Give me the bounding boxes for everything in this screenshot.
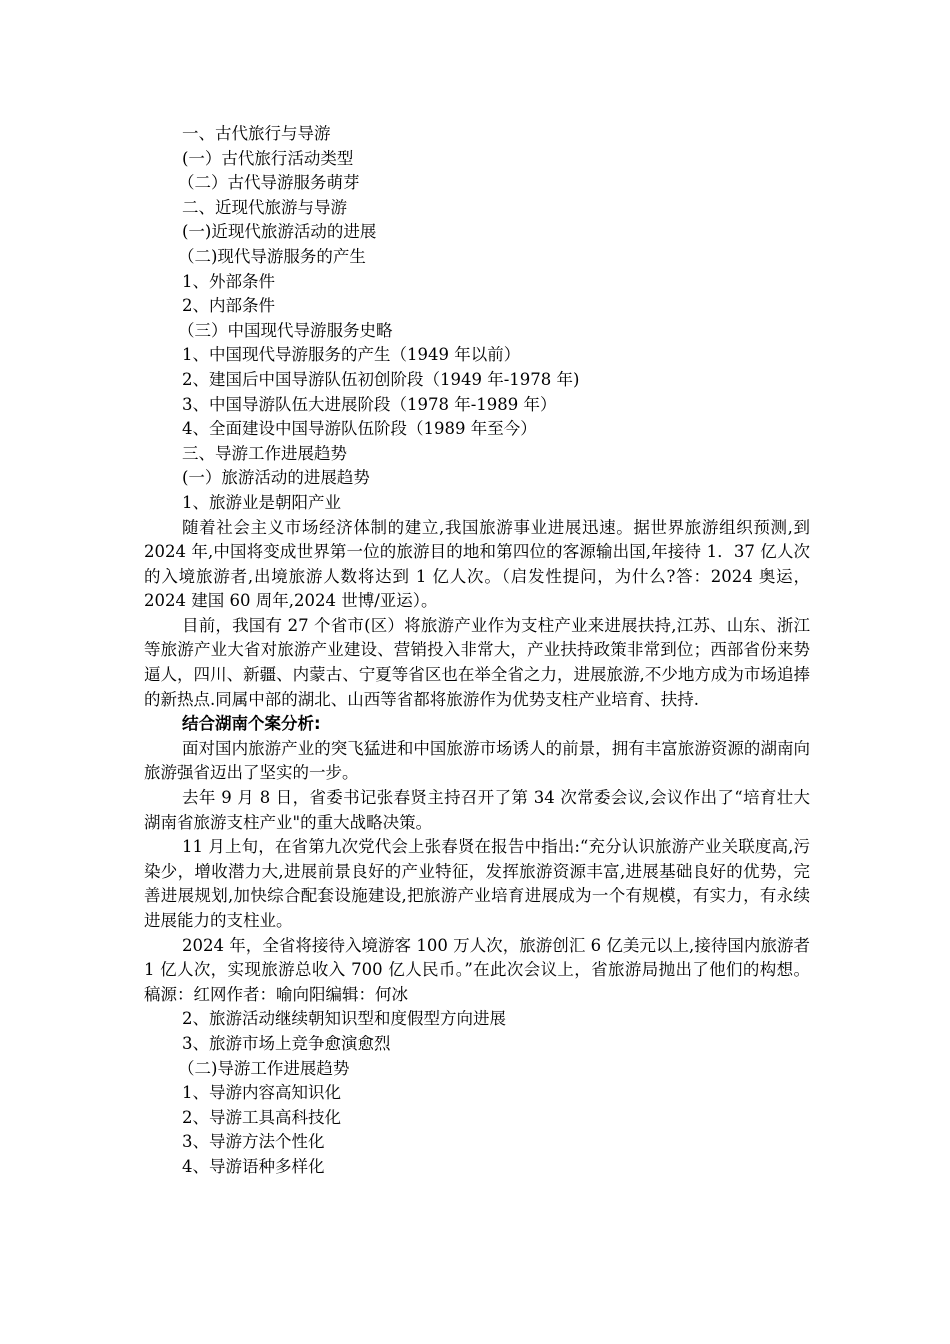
body-section-a [144, 516, 810, 713]
outline-line: （二)现代导游服务的产生 [178, 246, 366, 266]
outline-line: 1、旅游业是朝阳产业 [182, 492, 341, 512]
outline-line: 2、旅游活动继续朝知识型和度假型方向进展 [182, 1009, 506, 1029]
outline-line: 3、导游方法个性化 [182, 1132, 325, 1152]
outline-line: 1、中国现代导游服务的产生（1949 年以前） [182, 345, 521, 365]
outline-line: (一)近现代旅游活动的进展 [182, 222, 377, 242]
outline-line: 2、导游工具高科技化 [182, 1107, 341, 1127]
outline-line: (一）古代旅行活动类型 [182, 148, 354, 168]
body-paragraph: 面对国内旅游产业的突飞猛进和中国旅游市场诱人的前景，拥有丰富旅游资源的湖南向旅游强省迈出了坚实的一步。 [144, 738, 810, 783]
outline-line: 1、外部条件 [182, 271, 275, 291]
outline-top [144, 122, 810, 516]
outline-line: （三）中国现代导游服务史略 [178, 320, 393, 340]
body-paragraph: 随着社会主义市场经济体制的建立,我国旅游事业进展迅速。据世界旅游组织预测,到 2024 年,中国将变成世界第一位的旅游目的地和第四位的客源输出国,年接待 1．37 亿人次的入境旅游者,出境旅游人数将达到 1 亿人次。（启发性提问，为什么?答：2024 奥运，2024 建国 60 周年,2024 世博/亚运）。 [144, 517, 810, 611]
outline-line: （二）古代导游服务萌芽 [178, 173, 360, 193]
outline-line: 3、旅游市场上竞争愈演愈烈 [182, 1033, 391, 1053]
outline-line: 二、近现代旅游与导游 [182, 197, 347, 217]
outline-line: 2、内部条件 [182, 296, 275, 316]
outline-line: 一、古代旅行与导游 [182, 124, 331, 143]
outline-line: 1、导游内容高知识化 [182, 1083, 341, 1103]
case-heading: 结合湖南个案分析: [182, 714, 321, 734]
body-section-b [144, 737, 810, 1008]
document-page [144, 122, 810, 1180]
outline-line: 4、全面建设中国导游队伍阶段（1989 年至今） [182, 419, 537, 439]
outline-line: 3、中国导游队伍大进展阶段（1978 年-1989 年） [182, 394, 557, 414]
outline-line: (一）旅游活动的进展趋势 [182, 468, 370, 488]
outline-line: 2、建国后中国导游队伍初创阶段（1949 年-1978 年) [182, 369, 580, 389]
body-paragraph: 2024 年，全省将接待入境游客 100 万人次，旅游创汇 6 亿美元以上,接待国内旅游者 1 亿人次，实现旅游总收入 700 亿人民币。”在此次会议上，省旅游局抛出了他们的构想。稿源：红网作者：喻向阳编辑：何冰 [144, 935, 810, 1004]
body-paragraph: 去年 9 月 8 日，省委书记张春贤主持召开了第 34 次常委会议,会议作出了“培育壮大湖南省旅游支柱产业"的重大战略决策。 [144, 788, 810, 832]
outline-line: （二)导游工作进展趋势 [178, 1058, 350, 1078]
outline-line: 4、导游语种多样化 [182, 1156, 325, 1176]
outline-bottom [144, 1007, 810, 1179]
outline-line: 三、导游工作进展趋势 [182, 443, 347, 463]
body-paragraph: 目前，我国有 27 个省市(区）将旅游产业作为支柱产业来进展扶持,江苏、山东、浙江等旅游产业大省对旅游产业建设、营销投入非常大，产业扶持政策非常到位；西部省份来势逼人，四川、新疆、内蒙古、宁夏等省区也在举全省之力，进展旅游,不少地方成为市场追捧的新热点.同属中部的湖北、山西等省都将旅游作为优势支柱产业培育、扶持. [144, 615, 810, 709]
body-paragraph: 11 月上旬，在省第九次党代会上张春贤在报告中指出:“充分认识旅游产业关联度高,污染少，增收潜力大,进展前景良好的产业特征，发挥旅游资源丰富,进展基础良好的优势，完善进展规划,加快综合配套设施建设,把旅游产业培育进展成为一个有规模，有实力，有永续进展能力的支柱业。 [144, 837, 810, 930]
